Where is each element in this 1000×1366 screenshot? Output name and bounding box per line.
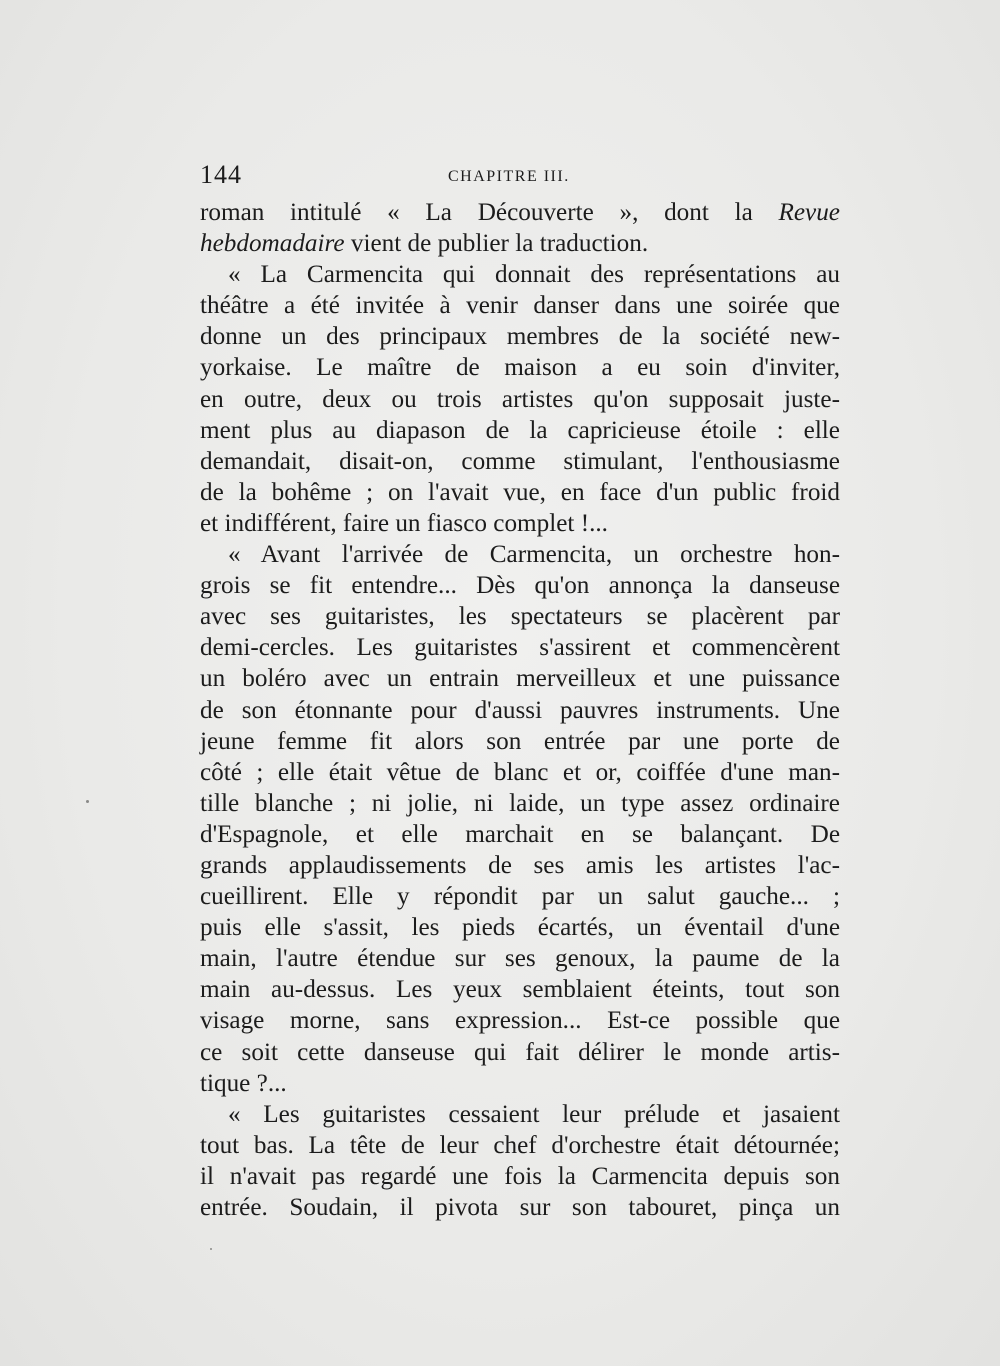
text-line <box>200 446 840 477</box>
text-segment: « Les guitaristes cessaient leur prélude et jasaient <box>228 1100 840 1128</box>
text-line <box>200 290 840 321</box>
text-segment: roman intitulé « La Découverte », dont la <box>200 199 779 226</box>
text-segment: ment plus au diapason de la capricieuse étoile : elle <box>200 416 840 444</box>
text-line <box>200 912 840 943</box>
text-line <box>200 477 840 508</box>
text-line <box>200 943 840 974</box>
text-line <box>200 508 840 539</box>
text-line <box>200 1099 840 1130</box>
text-line <box>200 197 840 228</box>
text-line <box>200 601 840 632</box>
text-segment: de son étonnante pour d'aussi pauvres instruments. Une <box>200 696 840 724</box>
text-segment: main, l'autre étendue sur ses genoux, la paume de la <box>200 945 840 973</box>
text-segment: cueillirent. Elle y répondit par un salut gauche... ; <box>200 883 840 911</box>
text-segment: jeune femme fit alors son entrée par une porte de <box>200 727 840 755</box>
paper-speck <box>210 1248 212 1250</box>
text-line <box>200 1005 840 1036</box>
body-text <box>200 197 840 1223</box>
text-line <box>200 663 840 694</box>
page-header <box>200 160 840 196</box>
page-number: 144 <box>200 160 242 189</box>
text-line <box>200 1192 840 1223</box>
text-line <box>200 384 840 415</box>
paper-speck <box>86 800 89 803</box>
text-line <box>200 321 840 352</box>
text-segment: grands applaudissements de ses amis les artistes l'ac- <box>200 851 840 879</box>
text-segment: visage morne, sans expression... Est-ce possible que <box>200 1007 840 1035</box>
text-segment: ce soit cette danseuse qui fait délirer le monde artis- <box>200 1038 840 1066</box>
text-segment: côté ; elle était vêtue de blanc et or, coiffée d'une man- <box>200 758 840 786</box>
italic-text: Revue <box>778 199 840 226</box>
text-line <box>200 228 840 259</box>
text-line <box>200 757 840 788</box>
text-segment: avec ses guitaristes, les spectateurs se placèrent par <box>200 603 840 631</box>
text-segment: grois se fit entendre... Dès qu'on annonça la danseuse <box>200 572 840 600</box>
text-line <box>200 788 840 819</box>
text-line <box>200 632 840 663</box>
text-line <box>200 1161 840 1192</box>
text-line <box>200 539 840 570</box>
text-segment: de la bohême ; on l'avait vue, en face d'un public froid <box>200 478 840 506</box>
text-line <box>200 819 840 850</box>
text-segment: tille blanche ; ni jolie, ni laide, un type assez ordinaire <box>200 789 840 817</box>
text-line <box>200 259 840 290</box>
text-segment: il n'avait pas regardé une fois la Carmencita depuis son <box>200 1162 840 1190</box>
text-line <box>200 415 840 446</box>
text-line <box>200 726 840 757</box>
text-line <box>200 352 840 383</box>
text-segment: vient de publier la traduction. <box>344 230 649 258</box>
text-segment: yorkaise. Le maître de maison a eu soin d'inviter, <box>200 354 840 382</box>
text-segment: un boléro avec un entrain merveilleux et une puissance <box>200 665 840 693</box>
text-line <box>200 1068 840 1099</box>
text-segment: demandait, disait-on, comme stimulant, l'enthousiasme <box>200 447 840 475</box>
text-segment: théâtre a été invitée à venir danser dans une soirée que <box>200 292 840 320</box>
text-line <box>200 1037 840 1068</box>
text-segment: « La Carmencita qui donnait des représentations au <box>228 261 840 289</box>
running-head: CHAPITRE III. <box>448 168 570 185</box>
text-segment: donne un des principaux membres de la société new- <box>200 323 840 351</box>
text-segment: et indifférent, faire un fiasco complet !... <box>200 509 608 537</box>
text-segment: demi-cercles. Les guitaristes s'assirent et commencèrent <box>200 634 840 662</box>
italic-text: hebdomadaire <box>200 230 345 258</box>
text-segment: main au-dessus. Les yeux semblaient éteints, tout son <box>200 976 840 1004</box>
text-segment: tout bas. La tête de leur chef d'orchestre était détournée; <box>200 1131 840 1159</box>
text-segment: « Avant l'arrivée de Carmencita, un orchestre hon- <box>228 541 840 569</box>
text-line <box>200 850 840 881</box>
text-segment: d'Espagnole, et elle marchait en se balançant. De <box>200 820 840 848</box>
text-line <box>200 570 840 601</box>
text-line <box>200 974 840 1005</box>
text-segment: en outre, deux ou trois artistes qu'on supposait juste- <box>200 385 840 413</box>
text-segment: entrée. Soudain, il pivota sur son tabouret, pinça un <box>200 1194 840 1221</box>
text-segment: puis elle s'assit, les pieds écartés, un éventail d'une <box>200 914 840 942</box>
text-line <box>200 881 840 912</box>
text-line <box>200 1130 840 1161</box>
text-line <box>200 695 840 726</box>
text-segment: tique ?... <box>200 1069 287 1097</box>
